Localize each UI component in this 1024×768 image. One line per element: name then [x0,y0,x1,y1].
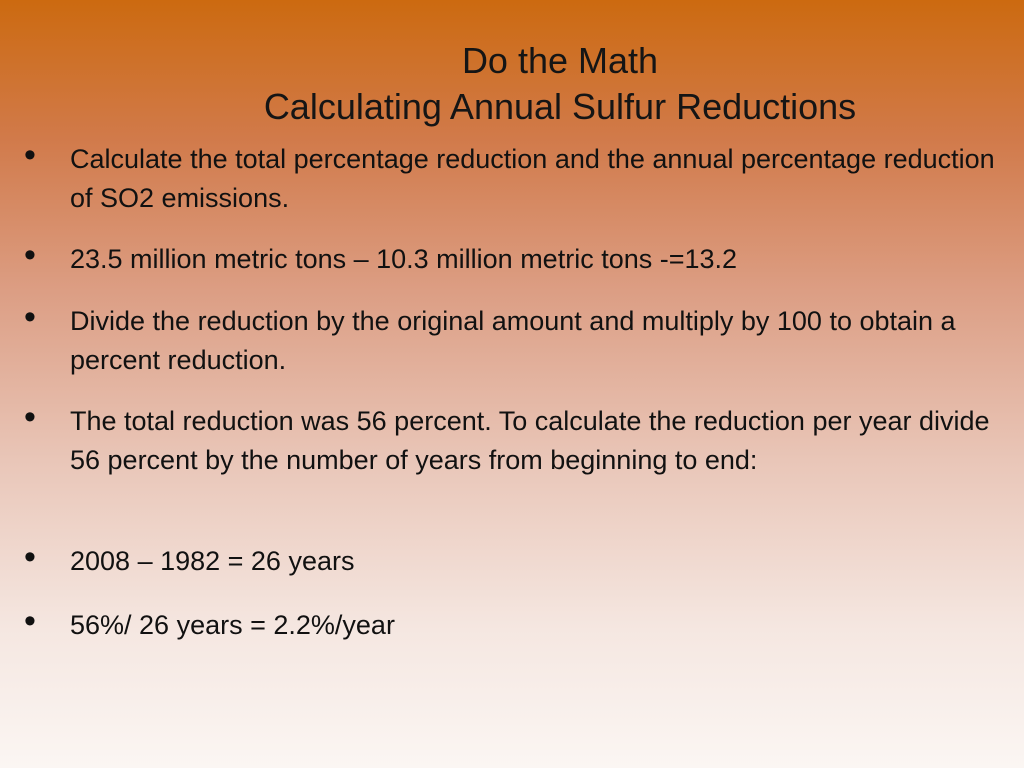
bullet-dot-icon: • [24,298,36,336]
slide-title-line-2: Calculating Annual Sulfur Reductions [263,86,857,127]
bullet-text: 2008 – 1982 = 26 years [70,546,355,576]
bullet-text: 23.5 million metric tons – 10.3 million metric tons -=13.2 [70,244,738,274]
bullet-dot-icon: • [24,236,36,274]
bullet-text: Divide the reduction by the original amount and multiply by 100 to obtain a percent reduction. [70,306,956,375]
bullet-dot-icon: • [24,538,36,576]
bullet-dot-icon: • [24,602,36,640]
slide-title-line-1: Do the Math [461,40,659,81]
bullet-text: Calculate the total percentage reduction and the annual percentage reduction of SO2 emissions. [70,144,995,213]
bullet-text: 56%/ 26 years = 2.2%/year [70,610,395,640]
bullet-dot-icon: • [24,136,36,174]
slide-title [100,38,1020,130]
bullet-text: The total reduction was 56 percent. To calculate the reduction per year divide 56 percent by the number of years from beginning to end: [70,406,990,475]
bullet-dot-icon: • [24,398,36,436]
